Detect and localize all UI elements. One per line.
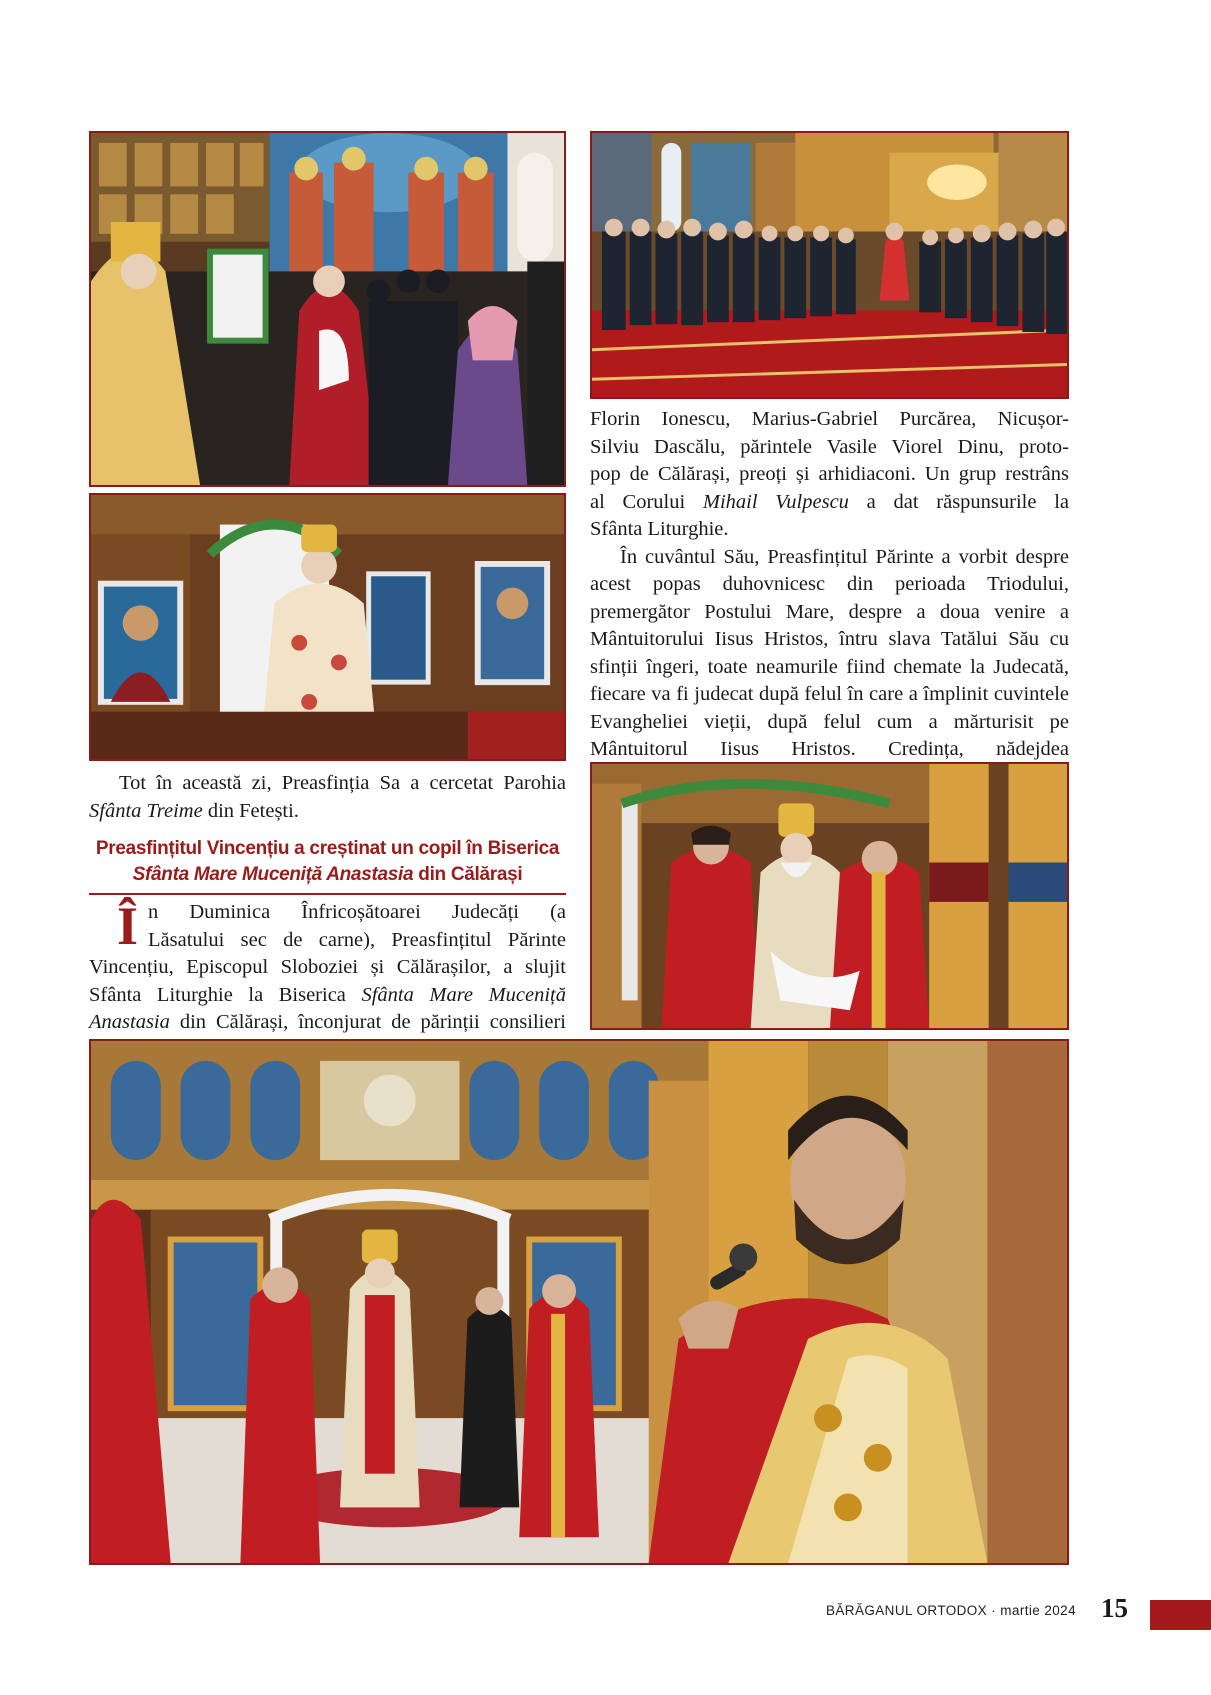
text-line: a dat răspunsurile la xyxy=(848,490,1070,513)
photo-bishop-preaching xyxy=(89,493,566,761)
heading-rule xyxy=(89,893,566,895)
article-body xyxy=(89,896,567,1037)
text-line: Sfânta Liturghie. xyxy=(590,518,729,540)
text-line: al Corului xyxy=(590,490,703,513)
text-line: Sfânta Liturghie la Biserica xyxy=(89,983,362,1006)
text-line: n Duminica Înfricoșătoarei Judecăți (a xyxy=(148,901,566,923)
heading-church-name: Sfânta Mare Muceniță Anastasia xyxy=(132,864,414,885)
text-line: Tot în această zi, Preasfinția Sa a cercetat Parohia xyxy=(119,772,566,794)
drop-cap: Î xyxy=(117,896,139,956)
photo-liturgy-wide xyxy=(89,1039,1069,1565)
photo-church-crowd xyxy=(590,131,1069,399)
text-line: Florin Ionescu, Marius-Gabriel Purcărea, Nicușor- xyxy=(590,408,1069,430)
text-line: Silviu Dascălu, părintele Vasile Viorel Dinu, proto- xyxy=(590,435,1069,458)
parish-name: Sfânta Treime xyxy=(89,799,203,822)
publication-footer: BĂRĂGANUL ORTODOX · martie 2024 xyxy=(826,1603,1076,1618)
church-name: Sfânta Mare Muceniță xyxy=(361,983,567,1006)
sermon-paragraph: În cuvântul Său, Preasfințitul Părinte a vorbit despre acest popas duhovnicesc din perioada Triodului, premergător Postului Mare, despre a doua venire a Mântuitorului Iisus Hristos, întru slava Tatălui Său cu sfinții îngeri, toate neamurile fiind chemate la Judecată, fiecare va fi judecat după felul în care a împlinit cuvintele Evangheliei vieții, după felul cum a mărturisit pe Mântuitorul Iisus Hristos. Credința, nădejdea xyxy=(590,545,1069,760)
text-line: Lăsatului sec de carne), Preasfințitul Părinte xyxy=(148,928,566,951)
heading-line-1: Preasfințitul Vincențiu a creștinat un copil în Biserica xyxy=(95,838,560,859)
text-line: din Fetești. xyxy=(202,799,299,822)
article-continuation xyxy=(590,406,1069,764)
choir-name: Mihail Vulpescu xyxy=(702,490,849,513)
visit-paragraph xyxy=(89,770,566,825)
text-line: Vincențiu, Episcopul Sloboziei și Călărașilor, a slujit xyxy=(89,956,566,978)
text-line: din Călărași, înconjurat de părinții consilieri xyxy=(169,1011,566,1033)
heading-line-2: din Călărași xyxy=(413,864,523,885)
church-name: Anastasia xyxy=(89,1011,170,1033)
text-line: pop de Călărași, preoți și arhidiaconi. Un grup restrâns xyxy=(590,463,1069,485)
section-heading xyxy=(89,836,566,888)
photo-baptism xyxy=(590,762,1069,1030)
photo-bishop-icons xyxy=(89,131,566,487)
footer-red-bar xyxy=(1150,1600,1211,1630)
page-number: 15 xyxy=(1101,1593,1128,1623)
